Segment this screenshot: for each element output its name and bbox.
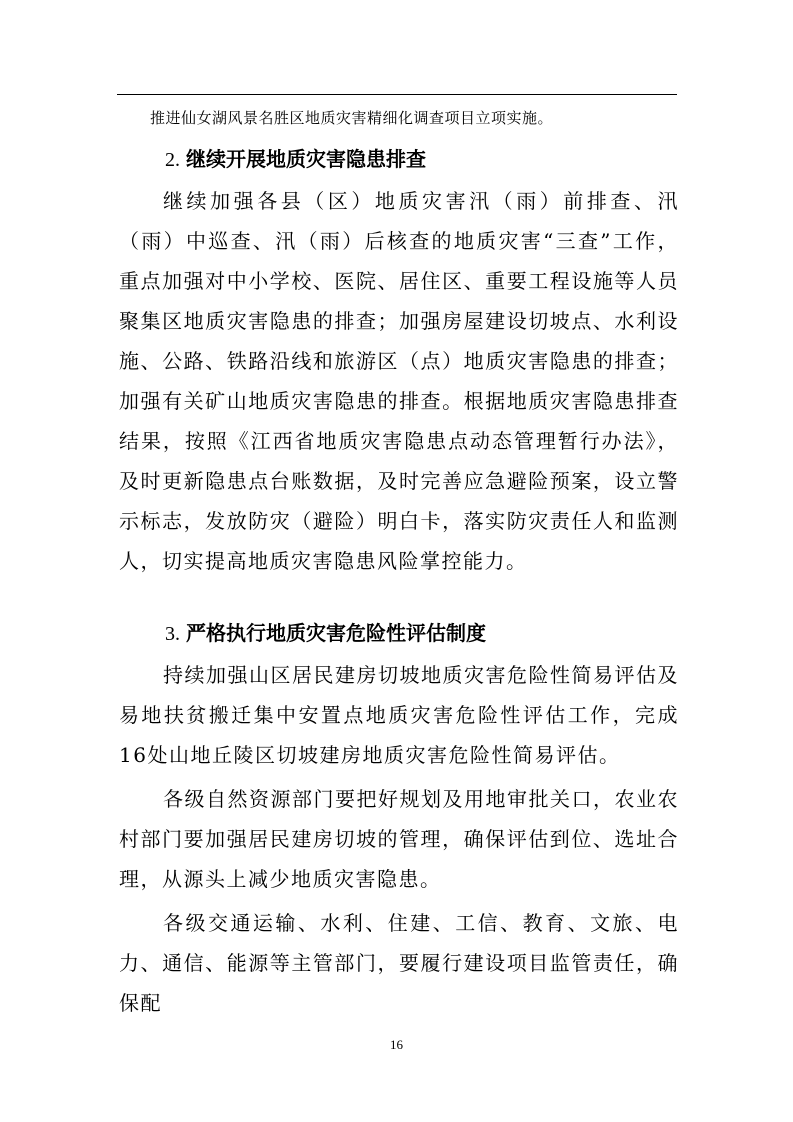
paragraph: 继续加强各县（区）地质灾害汛（雨）前排查、汛（雨）中巡查、汛（雨）后核查的地质灾害“三查”工作，重点加强对中小学校、医院、居住区、重要工程设施等人员聚集区地质灾害隐患的排查；加强房屋建设切坡点、水利设施、公路、铁路沿线和旅游区（点）地质灾害隐患的排查；加强有关矿山地质灾害隐患的排查。根据地质灾害隐患排查结果，按照《江西省地质灾害隐患点动态管理暂行办法》，及时更新隐患点台账数据，及时完善应急避险预案，设立警示标志，发放防灾（避险）明白卡，落实防灾责任人和监测人，切实提高地质灾害隐患风险掌控能力。 [119,189,679,573]
section-heading-3 [165,617,685,650]
section-number: 3. [165,623,180,645]
page-number: 16 [390,1037,403,1052]
section-title: 严格执行地质灾害危险性评估制度 [186,621,486,645]
section-number: 2. [165,149,180,171]
header-rule [117,94,677,95]
section-title: 继续开展地质灾害隐患排查 [186,147,426,171]
paragraph: 各级自然资源部门要把好规划及用地审批关口，农业农村部门要加强居民建房切坡的管理，确保评估到位、选址合理，从源头上减少地质灾害隐患。 [119,787,679,891]
paragraph: 持续加强山区居民建房切坡地质灾害危险性简易评估及易地扶贫搬迁集中安置点地质灾害危险性评估工作，完成16处山地丘陵区切坡建房地质灾害危险性简易评估。 [119,663,679,767]
section-heading-2 [165,143,685,176]
paragraph: 各级交通运输、水利、住建、工信、教育、文旅、电力、通信、能源等主管部门，要履行建设项目监管责任，确保配 [119,911,679,1015]
continuation-line: 推进仙女湖风景名胜区地质灾害精细化调查项目立项实施。 [150,109,554,127]
